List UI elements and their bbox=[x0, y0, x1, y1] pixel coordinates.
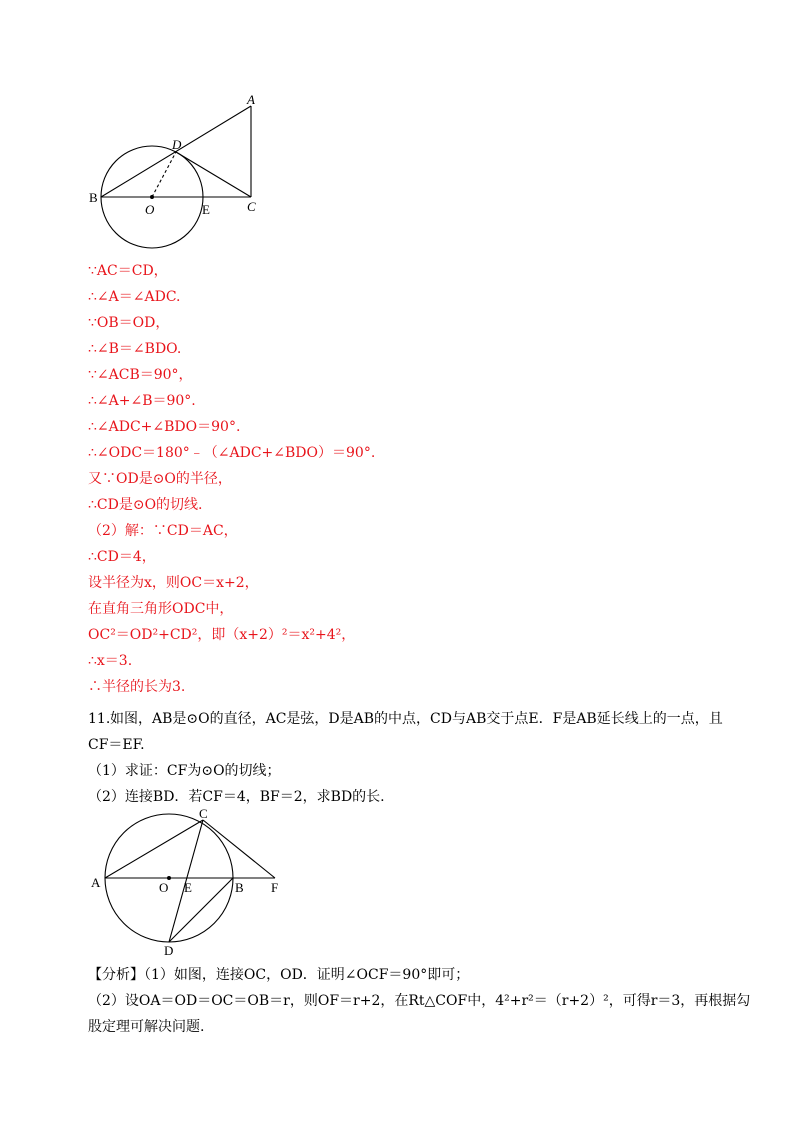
segment-dc bbox=[176, 152, 251, 197]
center-dot-o bbox=[150, 195, 154, 199]
analysis-text1: （1）如图，连接OC，OD．证明∠OCF＝90°即可； bbox=[144, 967, 470, 983]
label-a: A bbox=[91, 875, 101, 890]
label-b: B bbox=[235, 880, 244, 895]
label-o: O bbox=[159, 880, 169, 895]
solution-line: ∴∠ODC＝180°﹣（∠ADC+∠BDO）＝90°. bbox=[88, 445, 376, 461]
analysis-line1 bbox=[88, 966, 469, 984]
label-o: O bbox=[145, 202, 155, 217]
label-e: E bbox=[202, 202, 210, 217]
segment-db bbox=[169, 878, 233, 942]
solution-line: OC²＝OD²+CD²，即（x+2）²＝x²+4²， bbox=[88, 627, 356, 643]
solution-line: ∴∠A+∠B＝90°. bbox=[88, 393, 196, 409]
solution-line: 在直角三角形ODC中， bbox=[88, 601, 234, 617]
analysis-line2: （2）设OA＝OD＝OC＝OB＝r，则OF＝r+2，在Rt△COF中，4²+r²＝（r+2）²，可得r＝3，再根据勾 bbox=[88, 993, 751, 1009]
figure-2-circle-tangent bbox=[85, 808, 295, 962]
solution-line: ∴x＝3. bbox=[88, 653, 133, 669]
solution-line: 设半径为x，则OC＝x+2， bbox=[88, 575, 259, 591]
solution-line: 又∵OD是⊙O的半径， bbox=[88, 471, 232, 487]
question-part1: （1）求证：CF为⊙O的切线； bbox=[88, 763, 281, 779]
label-d: D bbox=[164, 943, 174, 958]
solution-line: ∴CD＝4， bbox=[88, 549, 156, 565]
question-stem-line1: 如图，AB是⊙O的直径，AC是弦，D是AB的中点，CD与AB交于点E．F是AB延长线上的一点，且 bbox=[110, 711, 723, 727]
label-a: A bbox=[247, 92, 255, 107]
label-d: D bbox=[172, 137, 182, 152]
solution-line: ∴半径的长为3. bbox=[88, 679, 186, 695]
label-f: F bbox=[271, 880, 279, 895]
label-b: B bbox=[89, 190, 98, 205]
solution-line: ∵AC＝CD， bbox=[88, 263, 168, 279]
figure-1-circle-tangent bbox=[80, 90, 280, 264]
label-c: C bbox=[199, 808, 208, 821]
solution-line: ∴∠ADC+∠BDO＝90°. bbox=[88, 419, 241, 435]
label-c: C bbox=[247, 199, 256, 214]
label-e: E bbox=[184, 880, 192, 895]
segment-ac bbox=[105, 820, 203, 878]
question-part2: （2）连接BD．若CF＝4，BF＝2，求BD的长. bbox=[88, 789, 385, 805]
question-stem-line2: CF＝EF. bbox=[88, 737, 145, 753]
solution-line: ∵OB＝OD， bbox=[88, 315, 170, 331]
analysis-tag: 【分析】 bbox=[88, 967, 144, 983]
question-number: 11. bbox=[88, 711, 111, 727]
solution-line: ∵∠ACB＝90°， bbox=[88, 367, 193, 383]
solution-line: ∴∠B＝∠BDO. bbox=[88, 341, 182, 357]
segment-cf bbox=[203, 820, 275, 878]
solution-line: （2）解：∵CD＝AC， bbox=[88, 523, 238, 539]
solution-line: ∴CD是⊙O的切线. bbox=[88, 497, 203, 513]
solution-line: ∴∠A＝∠ADC. bbox=[88, 289, 181, 305]
analysis-line3: 股定理可解决问题. bbox=[88, 1019, 205, 1035]
